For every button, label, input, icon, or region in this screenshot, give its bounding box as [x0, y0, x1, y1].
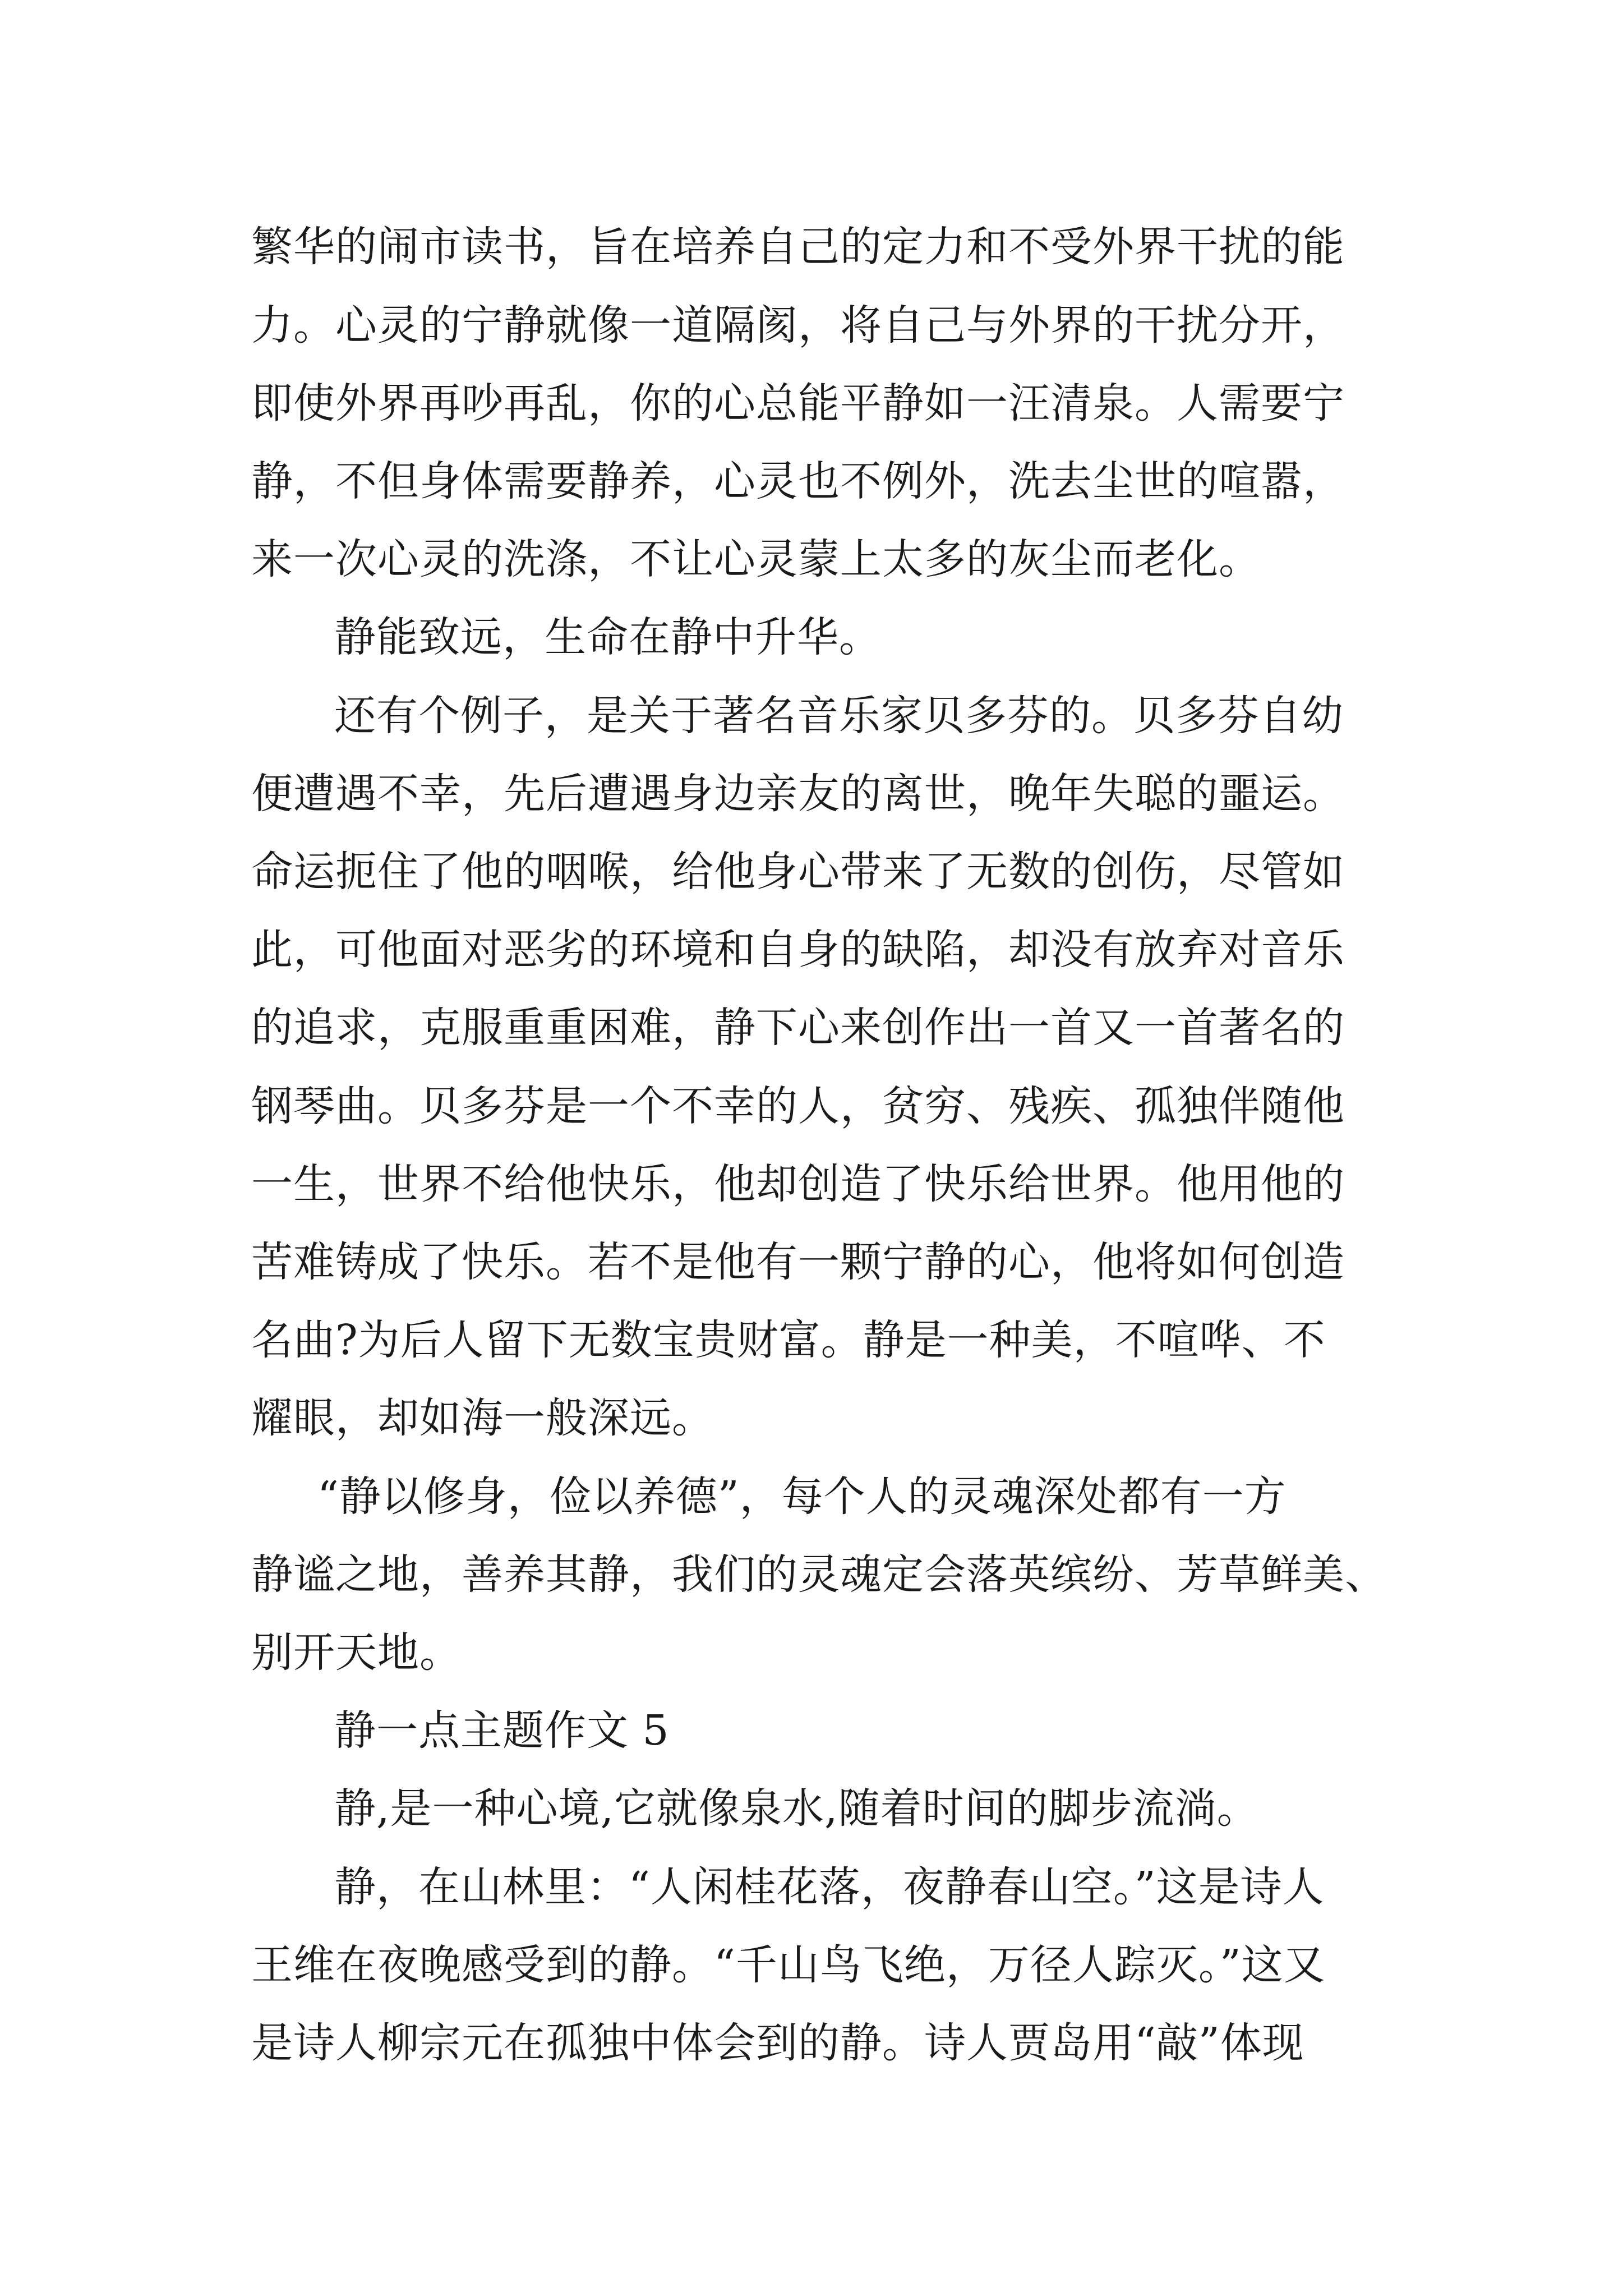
text-line: 一生，世界不给他快乐，他却创造了快乐给世界。他用他的	[251, 1160, 1345, 1208]
text-line: 便遭遇不幸，先后遭遇身边亲友的离世，晚年失聪的噩运。	[251, 770, 1345, 818]
text-line: 即使外界再吵再乱，你的心总能平静如一汪清泉。人需要宁	[251, 379, 1345, 427]
text-line: 别开天地。	[251, 1628, 462, 1677]
text-line: “静以修身，俭以养德”，每个人的灵魂深处都有一方	[317, 1473, 1287, 1521]
text-line: 来一次心灵的洗涤，不让心灵蒙上太多的灰尘而老化。	[251, 535, 1261, 583]
text-line: 命运扼住了他的咽喉，给他身心带来了无数的创伤，尽管如	[251, 848, 1345, 896]
text-line: 苦难铸成了快乐。若不是他有一颗宁静的心，他将如何创造	[251, 1238, 1345, 1286]
text-line: 力。心灵的宁静就像一道隔阂，将自己与外界的干扰分开，	[251, 301, 1345, 349]
section-heading: 静一点主题作文 5	[334, 1706, 670, 1755]
text-line: 耀眼，却如海一般深远。	[251, 1394, 714, 1442]
text-line: 是诗人柳宗元在孤独中体会到的静。诗人贾岛用“敲”体现	[251, 2019, 1304, 2067]
text-line: 繁华的闹市读书，旨在培养自己的定力和不受外界干扰的能	[251, 223, 1345, 271]
text-line: 的追求，克服重重困难，静下心来创作出一首又一首著名的	[251, 1004, 1345, 1052]
text-line: 名曲?为后人留下无数宝贵财富。静是一种美，不喧哗、不	[251, 1316, 1326, 1364]
text-line: 静，不但身体需要静养，心灵也不例外，洗去尘世的喧嚣，	[251, 457, 1345, 505]
text-line: 王维在夜晚感受到的静。“千山鸟飞绝，万径人踪灭。”这又	[251, 1941, 1326, 1989]
text-line: 还有个例子，是关于著名音乐家贝多芬的。贝多芬自幼	[334, 692, 1344, 740]
text-line: 静，在山林里：“人闲桂花落，夜静春山空。”这是诗人	[334, 1863, 1325, 1911]
text-line: 静能致远，生命在静中升华。	[334, 613, 881, 661]
text-line: 此，可他面对恶劣的环境和自身的缺陷，却没有放弃对音乐	[251, 926, 1345, 974]
text-line: 钢琴曲。贝多芬是一个不幸的人，贫穷、残疾、孤独伴随他	[251, 1082, 1345, 1130]
text-line: 静,是一种心境,它就像泉水,随着时间的脚步流淌。	[334, 1784, 1259, 1833]
text-line: 静谧之地，善养其静，我们的灵魂定会落英缤纷、芳草鲜美、	[251, 1550, 1387, 1599]
